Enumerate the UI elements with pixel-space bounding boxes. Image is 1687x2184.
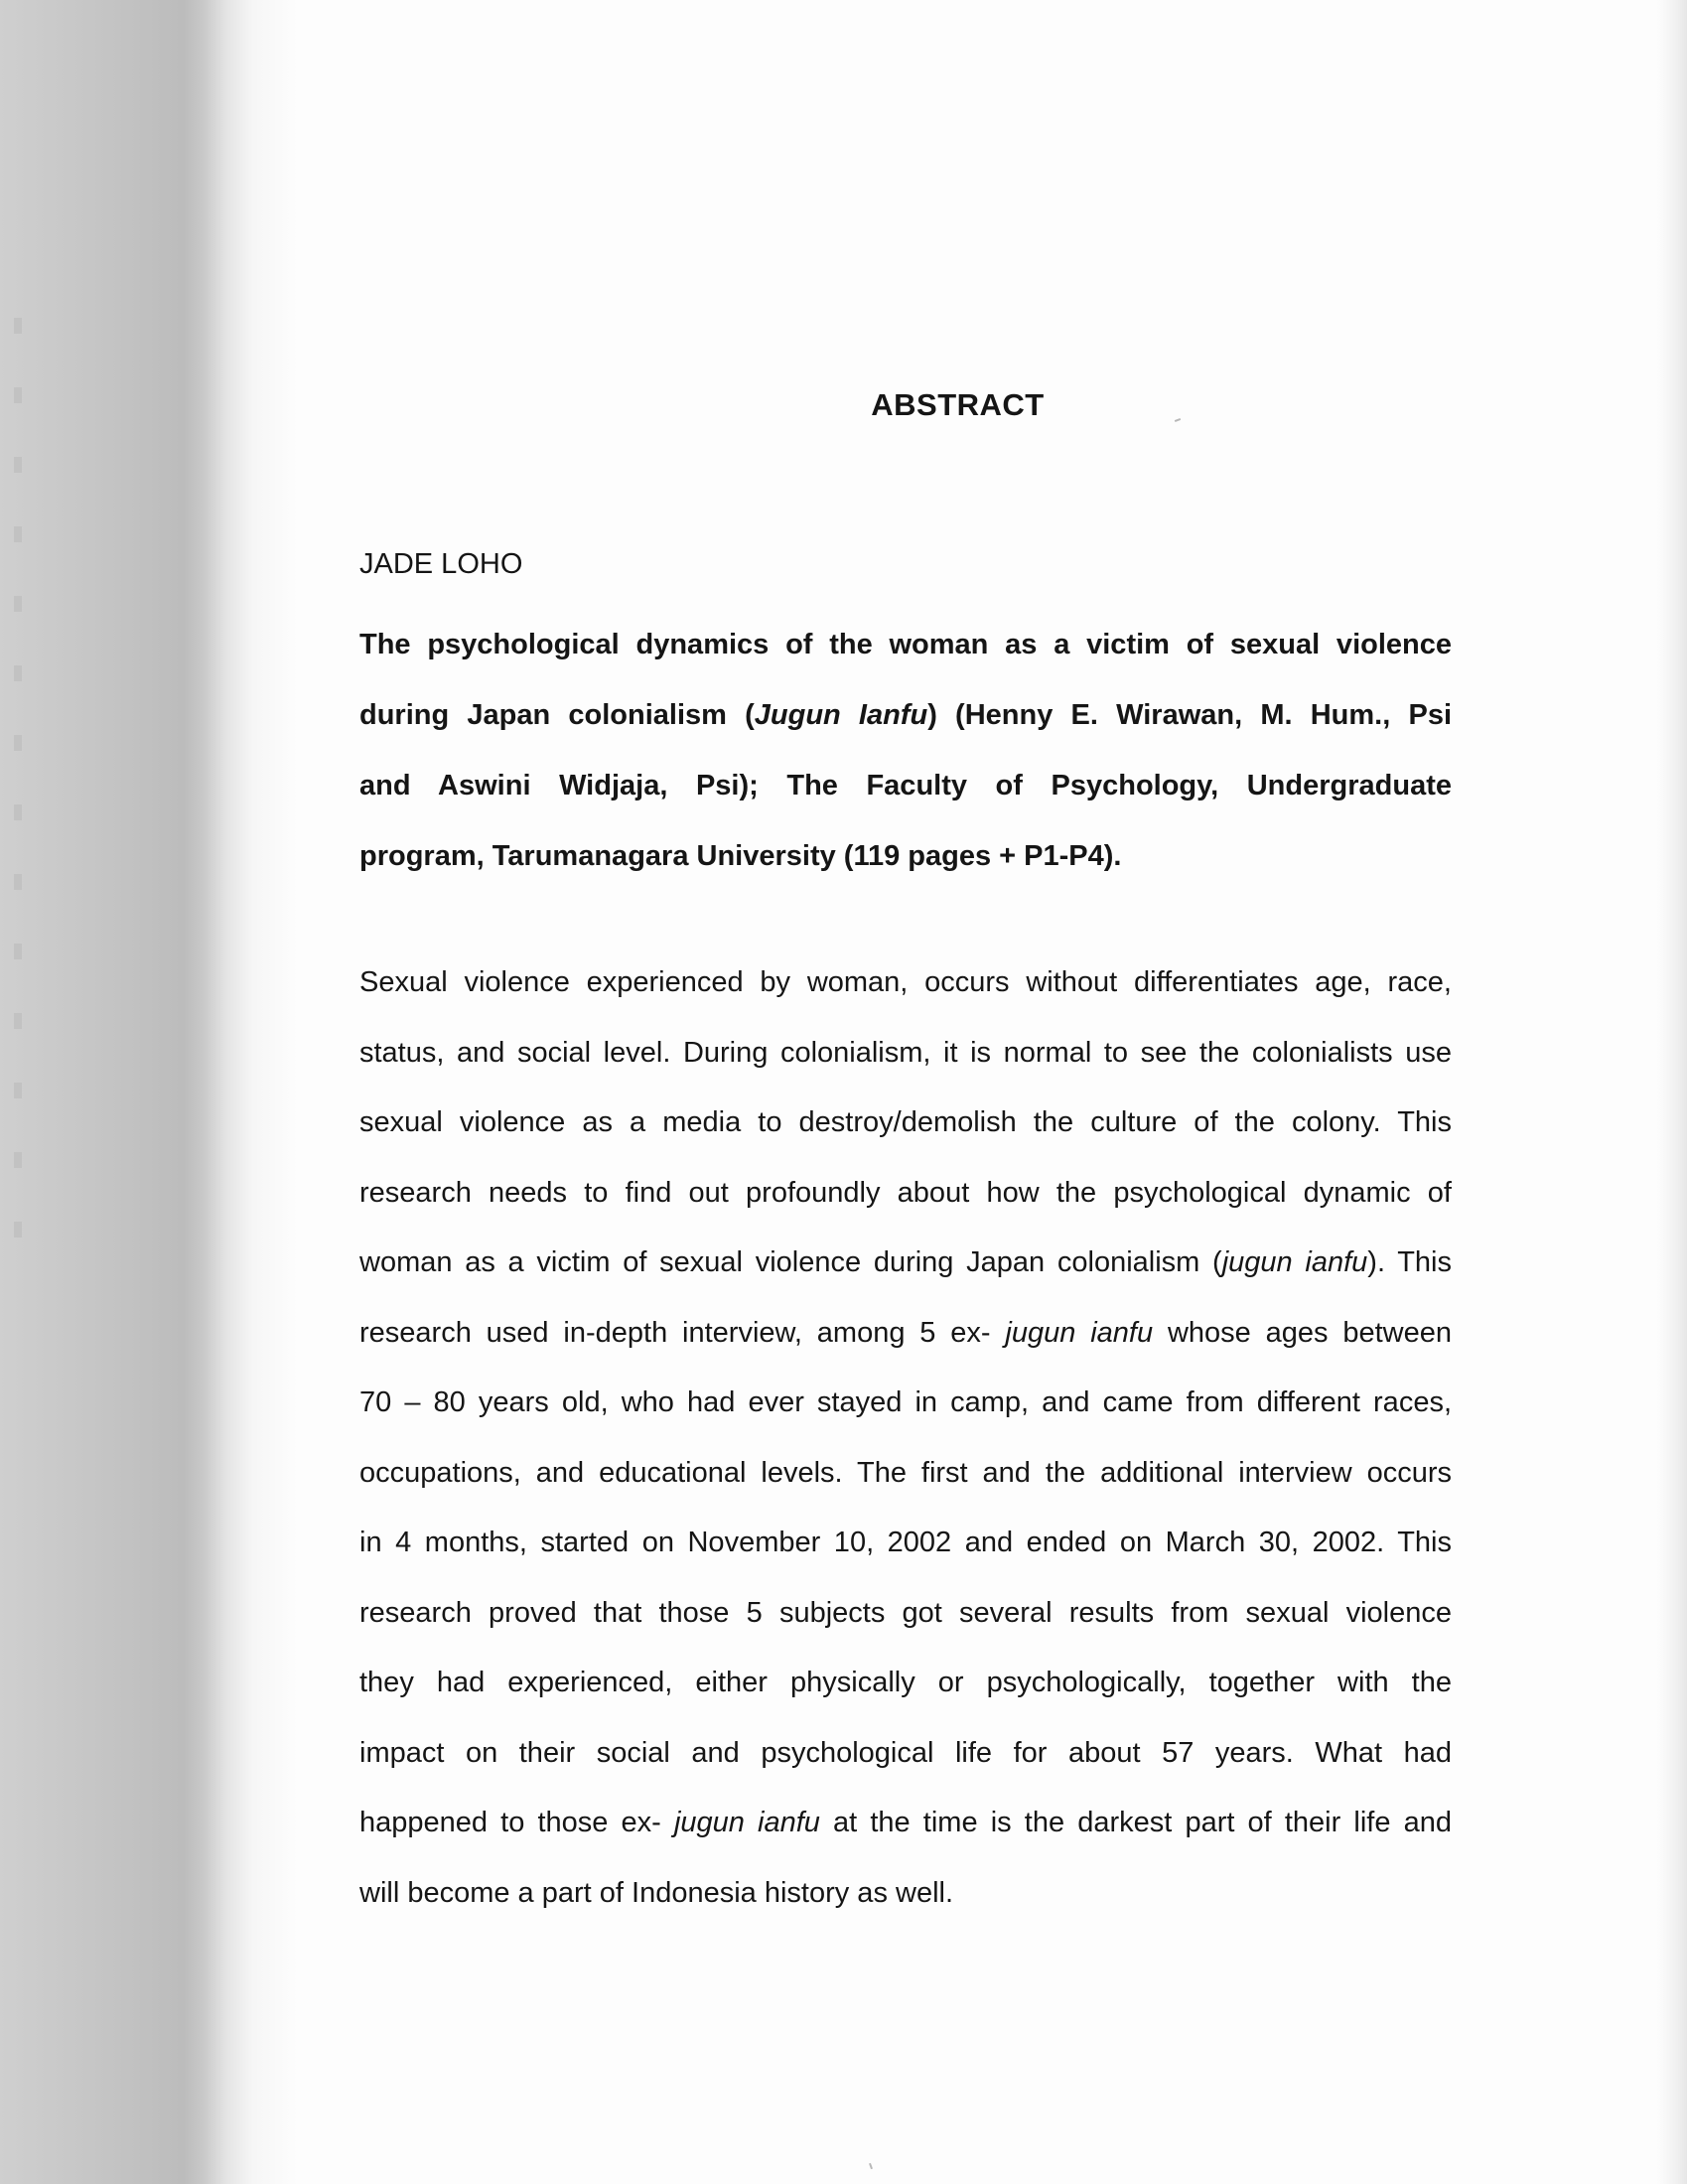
citation-line [359, 821, 1452, 892]
abstract-body [359, 947, 1452, 1928]
text-run: Sexual violence experienced by woman, occurs without differentiates age, race, [359, 966, 1452, 998]
citation-block [359, 610, 1452, 892]
text-run: The psychological dynamics of the woman as a victim of sexual violence [359, 629, 1452, 660]
text-run: research needs to find out profoundly about how the psychological dynamic of [359, 1176, 1452, 1209]
abstract-line [359, 1508, 1452, 1578]
abstract-line [359, 1648, 1452, 1718]
text-run: happened to those ex- [359, 1807, 674, 1838]
abstract-line [359, 1298, 1452, 1369]
italic-term: jugun ianfu [1221, 1246, 1368, 1278]
author-name: JADE LOHO [359, 548, 523, 580]
text-run: sexual violence as a media to destroy/demolish the culture of the colony. This [359, 1106, 1452, 1138]
abstract-line [359, 1088, 1452, 1158]
italic-term: jugun ianfu [1005, 1316, 1154, 1349]
text-run: will become a part of Indonesia history as well. [359, 1876, 954, 1909]
page-right-edge [1657, 0, 1687, 2184]
abstract-line [359, 1858, 1452, 1929]
abstract-line [359, 1438, 1452, 1509]
page-title: ABSTRACT [871, 387, 1045, 422]
text-run: ). This [1367, 1246, 1452, 1278]
abstract-line [359, 1718, 1452, 1789]
citation-line [359, 751, 1452, 821]
binding-marks [0, 0, 60, 2184]
text-run: in 4 months, started on November 10, 2002 and ended on March 30, 2002. This [359, 1527, 1452, 1558]
abstract-line [359, 1018, 1452, 1089]
text-run: occupations, and educational levels. The first and the additional interview occurs [359, 1456, 1452, 1489]
text-run: and Aswini Widjaja, Psi); The Faculty of Psychology, Undergraduate [359, 770, 1452, 801]
text-run: impact on their social and psychological life for about 57 years. What had [359, 1736, 1452, 1769]
text-run: 70 – 80 years old, who had ever stayed in camp, and came from different races, [359, 1386, 1452, 1418]
text-run: ) (Henny E. Wirawan, M. Hum., Psi [927, 699, 1452, 731]
text-run: whose ages between [1153, 1316, 1452, 1349]
text-run: research proved that those 5 subjects got several results from sexual violence [359, 1596, 1452, 1629]
abstract-line [359, 1368, 1452, 1438]
abstract-line [359, 1578, 1452, 1649]
text-run: status, and social level. During colonialism, it is normal to see the colonialists use [359, 1036, 1452, 1069]
text-run: woman as a victim of sexual violence during Japan colonialism ( [359, 1246, 1222, 1278]
text-run: program, Tarumanagara University (119 pages + P1-P4). [359, 840, 1122, 872]
abstract-line [359, 1228, 1452, 1298]
text-run: during Japan colonialism ( [359, 699, 755, 731]
italic-term: jugun ianfu [673, 1807, 820, 1838]
citation-line [359, 610, 1452, 680]
italic-term: Jugun Ianfu [754, 699, 928, 731]
abstract-line [359, 947, 1452, 1018]
text-run: they had experienced, either physically or psychologically, together with the [359, 1667, 1452, 1698]
citation-line [359, 680, 1452, 751]
text-run: at the time is the darkest part of their life and [819, 1807, 1452, 1838]
scan-speck [869, 2163, 873, 2169]
abstract-line [359, 1158, 1452, 1229]
abstract-line [359, 1788, 1452, 1858]
text-run: research used in-depth interview, among 5 ex- [359, 1316, 1006, 1349]
